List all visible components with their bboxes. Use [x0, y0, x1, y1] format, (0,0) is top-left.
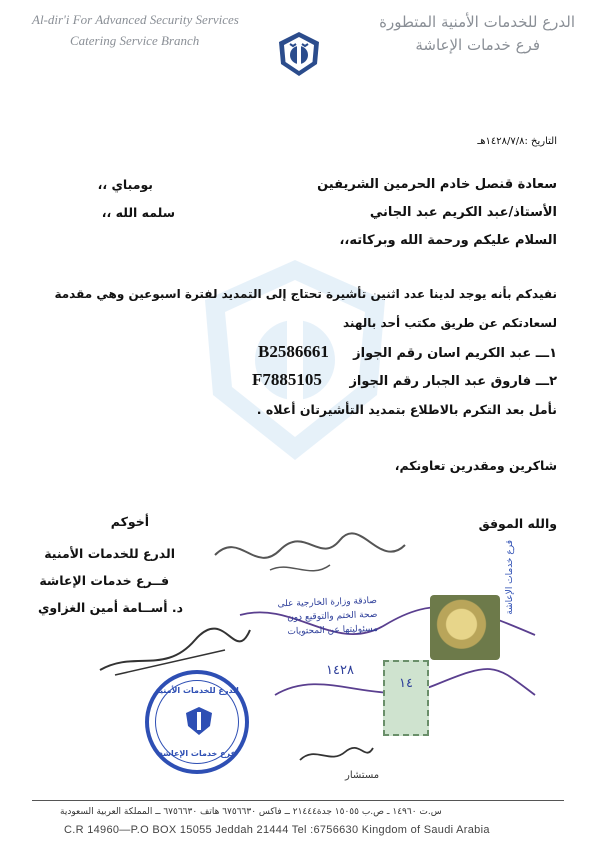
- signature-role: مستشار: [345, 770, 380, 781]
- closing-left-4: د. أســامة أمين الغزاوي: [37, 600, 183, 615]
- hologram-sticker: [430, 595, 500, 660]
- letterhead-english-line2: Catering Service Branch: [70, 33, 200, 48]
- letterhead-arabic-line2: فرع خدمات الإعاشة: [415, 36, 540, 54]
- signature-bottom: [295, 740, 375, 770]
- addressee-city: بومباي ،،: [97, 177, 153, 192]
- signature-left: [95, 620, 255, 680]
- body-paragraph-line1: نفيدكم بأنه يوجد لدينا عدد اثنين تأشيرة تحتاج إلى التمديد لفترة اسبوعين وهي مقدمة: [54, 287, 557, 301]
- request-line: نأمل بعد التكرم بالاطلاع بتمديد التأشيرتان أعلاه .: [256, 402, 557, 417]
- fee-stamp-number: ١٤: [399, 676, 413, 691]
- date-line: التاريخ :١٤٢٨/٧/٨هـ: [477, 136, 557, 147]
- addressee-greeting: سلمه الله ،،: [101, 205, 175, 220]
- round-stamp-subtext: فرع خدمات الإعاشة: [158, 749, 236, 758]
- closing-left-2: الدرع للخدمات الأمنية: [44, 546, 175, 561]
- side-stamp-text: قرع خدمات الإعاشة: [505, 540, 515, 615]
- footer-divider: [32, 800, 564, 801]
- letterhead-arabic-line1: الدرع للخدمات الأمنية المتطورة: [379, 13, 575, 31]
- footer-english: C.R 14960—P.O BOX 15055 Jeddah 21444 Tel :6756630 Kingdom of Saudi Arabia: [64, 824, 490, 836]
- round-stamp-shield-icon: [185, 706, 213, 736]
- list-item-2-passport: F7885105: [252, 370, 322, 389]
- list-item-1-passport: B2586661: [258, 342, 329, 361]
- closing-left-3: فــرع خدمات الإعاشة: [39, 573, 169, 588]
- shield-emblem-icon: [275, 30, 323, 78]
- closing-left-1: أخوكم: [110, 514, 149, 529]
- ministry-stamp: [257, 594, 379, 670]
- side-stamp: [505, 540, 515, 690]
- body-paragraph-line2: لسعادتكم عن طريق مكتب أحد بالهند: [343, 316, 557, 330]
- thanks-line: شاكرين ومقدرين تعاونكم،: [394, 458, 557, 473]
- salutation: السلام عليكم ورحمة الله وبركاته،،: [339, 233, 557, 248]
- fee-stamp: [383, 660, 429, 736]
- list-item-2-text: ٢ـــ فاروق عبد الجبار رقم الجواز: [349, 374, 557, 389]
- ministry-stamp-text: صادقة وزارة الخارجية على صحة الختم والتوقيع دون مسئوليتها عن المحتويات: [277, 595, 379, 638]
- round-company-stamp: [145, 670, 249, 774]
- footer-arabic: س.ت ١٤٩٦٠ ـ ص.ب ١٥٠٥٥ جدة٢١٤٤٤ ــ فاكس ٦٧٥٦٦٣٠ هاتف ٦٧٥٦٦٣٠ ــ المملكة العربية السعودية: [60, 807, 442, 817]
- closing-right: والله الموفق: [478, 516, 557, 531]
- signature-top: [210, 525, 410, 585]
- stamp-date: ١٤٢٨: [326, 663, 354, 678]
- letterhead-english-line1: Al-dir'i For Advanced Security Services: [32, 12, 239, 27]
- addressee-name: الأستاذ/عبد الكريم عبد الجاني: [369, 205, 557, 220]
- list-item-1-text: ١ـــ عبد الكريم اسان رقم الجواز: [353, 346, 557, 361]
- addressee-title: سعادة قنصل خادم الحرمين الشريفين: [317, 177, 557, 192]
- round-stamp-text: الدرع للخدمات الأمنية: [155, 686, 239, 695]
